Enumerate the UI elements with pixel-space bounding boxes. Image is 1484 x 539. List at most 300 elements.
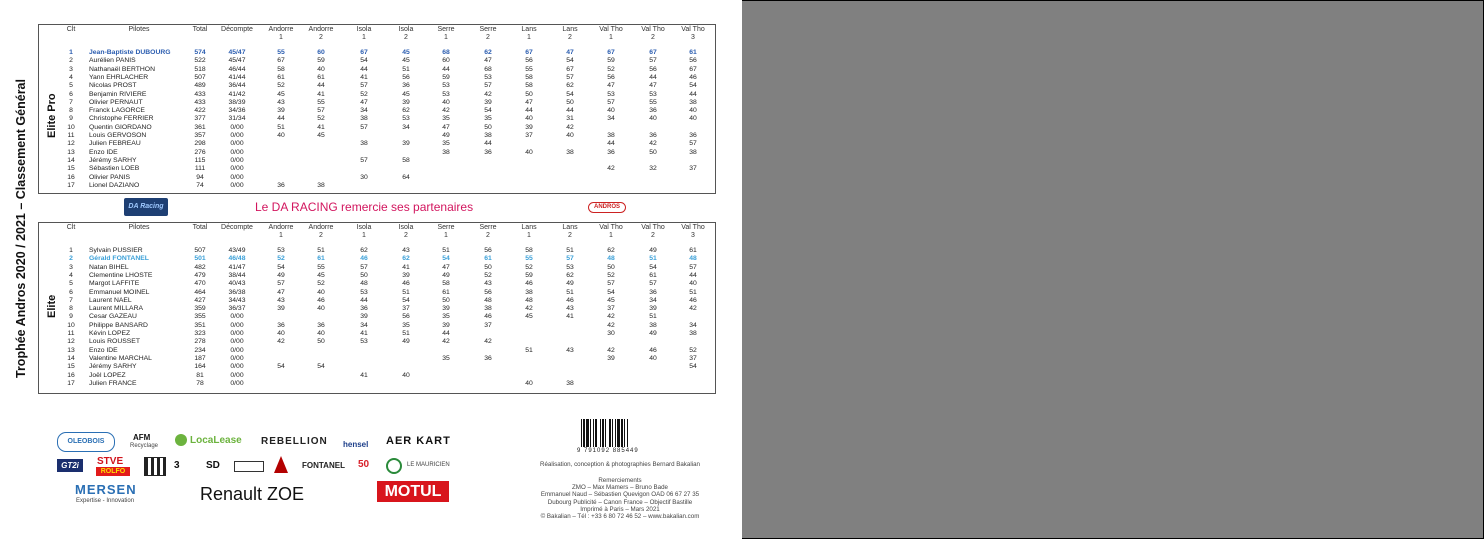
score-cell: 187 bbox=[194, 354, 206, 362]
score-cell: 51 bbox=[525, 346, 533, 354]
score-cell: 49 bbox=[402, 338, 410, 346]
score-cell: 40 bbox=[566, 132, 574, 139]
standings-row bbox=[39, 140, 715, 148]
score-cell: 276 bbox=[194, 148, 206, 156]
score-cell: 1 bbox=[69, 247, 73, 254]
standings-row bbox=[39, 380, 715, 388]
score-cell: 41 bbox=[360, 371, 368, 379]
score-cell: 42 bbox=[607, 321, 615, 329]
score-cell: 53 bbox=[442, 82, 450, 90]
score-cell: 53 bbox=[566, 263, 574, 271]
barcode-bar bbox=[586, 419, 589, 447]
acknowledgement-line: Dubourg Publicité – Canon France – Objectif Bastille bbox=[547, 498, 693, 506]
score-cell: 0/00 bbox=[230, 371, 244, 379]
score-cell: 0/00 bbox=[230, 346, 244, 354]
score-cell: 38 bbox=[360, 140, 368, 148]
score-cell: 60 bbox=[442, 57, 450, 65]
score-cell: 9 bbox=[69, 313, 73, 321]
score-cell: 50 bbox=[566, 98, 574, 106]
score-cell: 57 bbox=[317, 107, 325, 115]
driver-name: Valentine MARCHAL bbox=[89, 354, 152, 362]
score-cell: 13 bbox=[67, 148, 75, 156]
standings-row bbox=[39, 313, 715, 321]
score-cell: 56 bbox=[402, 73, 410, 81]
driver-name: Quentin GIORDANO bbox=[89, 123, 152, 131]
score-cell: 47 bbox=[525, 98, 533, 106]
score-cell: 58 bbox=[277, 65, 285, 73]
driver-name: Sylvain PUSSIER bbox=[89, 247, 143, 254]
score-cell: 56 bbox=[689, 57, 697, 65]
score-cell: 50 bbox=[607, 263, 615, 271]
score-cell: 54 bbox=[607, 288, 615, 296]
score-cell: 40/43 bbox=[228, 280, 246, 288]
score-cell: 53 bbox=[442, 90, 450, 98]
score-cell: 41 bbox=[402, 263, 410, 271]
gt2i-logo: GT2i bbox=[57, 459, 83, 472]
standings-row bbox=[39, 74, 715, 82]
score-cell: 3 bbox=[69, 65, 73, 73]
standings-row bbox=[39, 49, 715, 57]
driver-name: Enzo IDE bbox=[89, 148, 118, 156]
column-header: Andorre 2 bbox=[308, 26, 334, 41]
score-cell: 41/47 bbox=[228, 263, 246, 271]
standings-row bbox=[39, 264, 715, 272]
sd-logo: SD bbox=[206, 460, 220, 471]
score-cell: 43/49 bbox=[228, 247, 246, 254]
score-cell: 35 bbox=[442, 313, 450, 321]
driver-name: Olivier PANIS bbox=[89, 173, 131, 181]
score-cell: 46 bbox=[402, 280, 410, 288]
score-cell: 40 bbox=[277, 330, 285, 337]
score-cell: 55 bbox=[525, 255, 533, 263]
score-cell: 55 bbox=[649, 98, 657, 106]
score-cell: 52 bbox=[484, 271, 492, 279]
score-cell: 64 bbox=[402, 173, 410, 181]
score-cell: 56 bbox=[484, 288, 492, 296]
score-cell: 62 bbox=[484, 49, 492, 56]
score-cell: 10 bbox=[67, 321, 75, 329]
score-cell: 54 bbox=[277, 263, 285, 271]
score-cell: 14 bbox=[67, 354, 75, 362]
barcode-number: 9 791092 885449 bbox=[577, 448, 639, 454]
motul-logo: MOTUL bbox=[377, 481, 449, 502]
score-cell: 377 bbox=[194, 115, 206, 123]
score-cell: 54 bbox=[484, 107, 492, 115]
score-cell: 17 bbox=[67, 379, 75, 387]
column-header: Lans 2 bbox=[562, 224, 578, 239]
standings-row bbox=[39, 99, 715, 107]
score-cell: 38 bbox=[649, 321, 657, 329]
barcode-bar bbox=[590, 419, 591, 447]
score-cell: 16 bbox=[67, 371, 75, 379]
localease-icon bbox=[175, 434, 187, 446]
page-title: Trophée Andros 2020 / 2021 – Classement Général bbox=[14, 79, 28, 378]
score-cell: 46 bbox=[689, 73, 697, 81]
column-header: Val Tho 2 bbox=[641, 26, 665, 41]
score-cell: 39 bbox=[402, 140, 410, 148]
score-cell: 37 bbox=[525, 132, 533, 139]
score-cell: 51 bbox=[402, 65, 410, 73]
score-cell: 17 bbox=[67, 181, 75, 189]
score-cell: 46 bbox=[484, 313, 492, 321]
barcode-bar bbox=[621, 419, 623, 447]
score-cell: 36/37 bbox=[228, 305, 246, 313]
score-cell: 501 bbox=[194, 255, 206, 263]
acknowledgement-line: © Bakalian – Tél : +33 6 80 72 46 52 – www.bakalian.com bbox=[540, 513, 700, 521]
score-cell: 31/34 bbox=[228, 115, 246, 123]
score-cell: 36 bbox=[649, 132, 657, 139]
score-cell: 47 bbox=[607, 82, 615, 90]
score-cell: 0/00 bbox=[230, 330, 244, 337]
score-cell: 39 bbox=[484, 98, 492, 106]
driver-name: Nathanaël BERTHON bbox=[89, 65, 155, 73]
column-header: Val Tho 2 bbox=[641, 224, 665, 239]
aerokart-logo: AER KART bbox=[386, 435, 451, 447]
standings-row bbox=[39, 165, 715, 173]
score-cell: 39 bbox=[442, 321, 450, 329]
column-header: Pilotes bbox=[128, 26, 150, 33]
score-cell: 56 bbox=[649, 65, 657, 73]
score-cell: 57 bbox=[689, 140, 697, 148]
driver-name: Julien FRANCE bbox=[89, 379, 137, 387]
score-cell: 44 bbox=[689, 271, 697, 279]
score-cell: 57 bbox=[360, 82, 368, 90]
score-cell: 81 bbox=[196, 371, 204, 379]
score-cell: 50 bbox=[442, 296, 450, 304]
score-cell: 52 bbox=[525, 263, 533, 271]
score-cell: 31 bbox=[566, 115, 574, 123]
score-cell: 55 bbox=[525, 65, 533, 73]
score-cell: 0/00 bbox=[230, 354, 244, 362]
acknowledgement-line: Imprimé à Paris – Mars 2021 bbox=[580, 505, 660, 513]
column-header: Lans 2 bbox=[562, 26, 578, 41]
score-cell: 61 bbox=[442, 288, 450, 296]
standings-row bbox=[39, 289, 715, 297]
score-cell: 58 bbox=[402, 156, 410, 164]
score-cell: 53 bbox=[649, 90, 657, 98]
score-cell: 39 bbox=[402, 98, 410, 106]
score-cell: 41 bbox=[360, 73, 368, 81]
afm-logo: AFM bbox=[133, 433, 151, 442]
column-header: Val Tho 3 bbox=[681, 26, 705, 41]
score-cell: 59 bbox=[317, 57, 325, 65]
score-cell: 54 bbox=[689, 363, 697, 371]
score-cell: 574 bbox=[194, 49, 206, 56]
score-cell: 57 bbox=[360, 123, 368, 131]
score-cell: 489 bbox=[194, 82, 206, 90]
score-cell: 34 bbox=[402, 123, 410, 131]
barcode-bar bbox=[602, 419, 604, 447]
score-cell: 44 bbox=[277, 115, 285, 123]
barcode-bar bbox=[583, 419, 585, 447]
score-cell: 8 bbox=[69, 305, 73, 313]
score-cell: 49 bbox=[442, 271, 450, 279]
score-cell: 46 bbox=[317, 296, 325, 304]
column-header: Décompte bbox=[221, 26, 253, 33]
score-cell: 50 bbox=[317, 338, 325, 346]
score-cell: 52 bbox=[317, 115, 325, 123]
score-cell: 78 bbox=[196, 379, 204, 387]
renault-zoe-logo: Renault ZOE bbox=[200, 484, 305, 504]
score-cell: 52 bbox=[317, 280, 325, 288]
column-header: Serre 2 bbox=[479, 26, 497, 41]
column-header: Isola 1 bbox=[356, 224, 372, 239]
score-cell: 42 bbox=[607, 346, 615, 354]
score-cell: 57 bbox=[649, 280, 657, 288]
score-cell: 67 bbox=[566, 65, 574, 73]
score-cell: 59 bbox=[442, 73, 450, 81]
barcode-bar bbox=[624, 419, 625, 447]
score-cell: 34/43 bbox=[228, 296, 246, 304]
score-cell: 45 bbox=[607, 296, 615, 304]
score-cell: 56 bbox=[484, 247, 492, 254]
score-cell: 67 bbox=[689, 65, 697, 73]
score-cell: 43 bbox=[566, 346, 574, 354]
score-cell: 7 bbox=[69, 296, 73, 304]
score-cell: 54 bbox=[317, 363, 325, 371]
fontanel-logo: FONTANEL bbox=[302, 461, 345, 470]
score-cell: 49 bbox=[649, 330, 657, 337]
driver-name: Emmanuel MOINEL bbox=[89, 288, 150, 296]
score-cell: 51 bbox=[566, 247, 574, 254]
driver-name: Cesar GAZEAU bbox=[89, 313, 137, 321]
score-cell: 164 bbox=[194, 363, 206, 371]
standings-row bbox=[39, 338, 715, 346]
score-cell: 14 bbox=[67, 156, 75, 164]
driver-name: Joël LOPEZ bbox=[89, 371, 126, 379]
score-cell: 94 bbox=[196, 173, 204, 181]
score-cell: 52 bbox=[607, 271, 615, 279]
column-header: Isola 2 bbox=[398, 26, 414, 41]
score-cell: 2 bbox=[69, 57, 73, 65]
score-cell: 0/00 bbox=[230, 321, 244, 329]
score-cell: 45/47 bbox=[228, 57, 246, 65]
column-header: Total bbox=[192, 26, 208, 33]
score-cell: 36 bbox=[277, 321, 285, 329]
score-cell: 0/00 bbox=[230, 132, 244, 139]
driver-name: Laurent MILLARA bbox=[89, 305, 144, 313]
score-cell: 3 bbox=[69, 263, 73, 271]
score-cell: 38 bbox=[689, 98, 697, 106]
score-cell: 40 bbox=[525, 148, 533, 156]
score-cell: 15 bbox=[67, 363, 75, 371]
acknowledgement-line: ZMO – Max Mamers – Bruno Bade bbox=[572, 484, 668, 492]
column-header: Lans 1 bbox=[521, 224, 537, 239]
column-header: Val Tho 1 bbox=[599, 26, 623, 41]
score-cell: 298 bbox=[194, 140, 206, 148]
score-cell: 34 bbox=[360, 107, 368, 115]
score-cell: 45 bbox=[317, 132, 325, 139]
driver-name: Philippe BANSARD bbox=[89, 321, 148, 329]
score-cell: 234 bbox=[194, 346, 206, 354]
column-header: Serre 1 bbox=[437, 26, 455, 41]
score-cell: 361 bbox=[194, 123, 206, 131]
score-cell: 9 bbox=[69, 115, 73, 123]
score-cell: 0/00 bbox=[230, 313, 244, 321]
score-cell: 479 bbox=[194, 271, 206, 279]
score-cell: 46/44 bbox=[228, 65, 246, 73]
score-cell: 38 bbox=[484, 305, 492, 313]
score-cell: 74 bbox=[196, 181, 204, 189]
score-cell: 51 bbox=[402, 288, 410, 296]
score-cell: 41/42 bbox=[228, 90, 246, 98]
standings-row bbox=[39, 330, 715, 338]
driver-name: Olivier PERNAUT bbox=[89, 98, 143, 106]
score-cell: 38 bbox=[360, 115, 368, 123]
score-cell: 40 bbox=[442, 98, 450, 106]
driver-name: Gérald FONTANEL bbox=[89, 255, 149, 263]
standings-row bbox=[39, 347, 715, 355]
score-cell: 7 bbox=[69, 98, 73, 106]
score-cell: 52 bbox=[360, 90, 368, 98]
score-cell: 35 bbox=[442, 354, 450, 362]
standings-row bbox=[39, 247, 715, 255]
score-cell: 54 bbox=[442, 255, 450, 263]
standings-row bbox=[39, 280, 715, 288]
score-cell: 44 bbox=[689, 90, 697, 98]
score-cell: 57 bbox=[277, 280, 285, 288]
standings-row bbox=[39, 115, 715, 123]
score-cell: 59 bbox=[525, 271, 533, 279]
score-cell: 0/00 bbox=[230, 338, 244, 346]
standings-row bbox=[39, 174, 715, 182]
score-cell: 49 bbox=[649, 247, 657, 254]
score-cell: 44 bbox=[360, 296, 368, 304]
acknowledgement-line: Emmanuel Naud – Sébastien Quevigon OAD 06 67 27 35 bbox=[540, 491, 700, 499]
standings-row bbox=[39, 57, 715, 65]
barcode-bar bbox=[581, 419, 582, 447]
score-cell: 50 bbox=[360, 271, 368, 279]
score-cell: 62 bbox=[566, 82, 574, 90]
score-cell: 43 bbox=[566, 305, 574, 313]
standings-row bbox=[39, 297, 715, 305]
score-cell: 52 bbox=[607, 65, 615, 73]
score-cell: 30 bbox=[607, 330, 615, 337]
score-cell: 55 bbox=[277, 49, 285, 56]
driver-name: Natan BIHEL bbox=[89, 263, 129, 271]
score-cell: 53 bbox=[360, 338, 368, 346]
club3-logo: 3 bbox=[174, 460, 180, 471]
localease-logo: LocaLease bbox=[190, 435, 242, 446]
score-cell: 42 bbox=[607, 165, 615, 173]
score-cell: 60 bbox=[317, 49, 325, 56]
score-cell: 57 bbox=[360, 156, 368, 164]
score-cell: 34 bbox=[649, 296, 657, 304]
score-cell: 44 bbox=[566, 107, 574, 115]
stve-logo: STVE bbox=[97, 456, 124, 467]
score-cell: 58 bbox=[525, 247, 533, 254]
score-cell: 47 bbox=[566, 49, 574, 56]
driver-name: Margot LAFFITE bbox=[89, 280, 140, 288]
elite-pro-label: Elite Pro bbox=[46, 93, 58, 138]
score-cell: 44 bbox=[442, 330, 450, 337]
score-cell: 50 bbox=[484, 123, 492, 131]
score-cell: 35 bbox=[402, 321, 410, 329]
score-cell: 53 bbox=[277, 247, 285, 254]
barcode-bar bbox=[595, 419, 597, 447]
score-cell: 67 bbox=[277, 57, 285, 65]
score-cell: 43 bbox=[277, 296, 285, 304]
score-cell: 40 bbox=[607, 107, 615, 115]
score-cell: 58 bbox=[525, 73, 533, 81]
score-cell: 51 bbox=[317, 247, 325, 254]
score-cell: 278 bbox=[194, 338, 206, 346]
score-cell: 47 bbox=[484, 57, 492, 65]
score-cell: 57 bbox=[360, 263, 368, 271]
score-cell: 44 bbox=[649, 73, 657, 81]
score-cell: 36 bbox=[607, 148, 615, 156]
score-cell: 45 bbox=[402, 57, 410, 65]
score-cell: 39 bbox=[360, 313, 368, 321]
score-cell: 470 bbox=[194, 280, 206, 288]
score-cell: 45/47 bbox=[228, 49, 246, 56]
badge-logo bbox=[234, 461, 264, 472]
score-cell: 56 bbox=[525, 57, 533, 65]
score-cell: 0/00 bbox=[230, 181, 244, 189]
score-cell: 57 bbox=[607, 280, 615, 288]
score-cell: 55 bbox=[317, 263, 325, 271]
score-cell: 42 bbox=[689, 305, 697, 313]
score-cell: 351 bbox=[194, 321, 206, 329]
score-cell: 42 bbox=[484, 338, 492, 346]
driver-name: Sébastien LOEB bbox=[89, 165, 140, 173]
standings-row bbox=[39, 322, 715, 330]
score-cell: 42 bbox=[566, 123, 574, 131]
score-cell: 62 bbox=[402, 255, 410, 263]
score-cell: 52 bbox=[277, 255, 285, 263]
score-cell: 38 bbox=[689, 330, 697, 337]
score-cell: 38 bbox=[566, 379, 574, 387]
standings-row bbox=[39, 149, 715, 157]
score-cell: 49 bbox=[277, 271, 285, 279]
score-cell: 50 bbox=[484, 263, 492, 271]
score-cell: 49 bbox=[566, 280, 574, 288]
score-cell: 44 bbox=[607, 140, 615, 148]
score-cell: 40 bbox=[317, 288, 325, 296]
score-cell: 0/00 bbox=[230, 165, 244, 173]
score-cell: 427 bbox=[194, 296, 206, 304]
score-cell: 61 bbox=[317, 255, 325, 263]
column-header: Isola 1 bbox=[356, 26, 372, 41]
score-cell: 40 bbox=[317, 305, 325, 313]
score-cell: 507 bbox=[194, 73, 206, 81]
score-cell: 37 bbox=[607, 305, 615, 313]
score-cell: 36 bbox=[649, 288, 657, 296]
score-cell: 54 bbox=[689, 82, 697, 90]
score-cell: 54 bbox=[566, 90, 574, 98]
score-cell: 46 bbox=[525, 280, 533, 288]
barcode-bar bbox=[593, 419, 594, 447]
driver-name: Laurent NAEL bbox=[89, 296, 132, 304]
score-cell: 51 bbox=[402, 330, 410, 337]
score-cell: 39 bbox=[277, 305, 285, 313]
score-cell: 48 bbox=[607, 255, 615, 263]
triangle-logo-icon bbox=[274, 456, 288, 473]
barcode-bar bbox=[609, 419, 611, 447]
score-cell: 359 bbox=[194, 305, 206, 313]
driver-name: Louis ROUSSET bbox=[89, 338, 140, 346]
score-cell: 38 bbox=[317, 181, 325, 189]
standings-row bbox=[39, 91, 715, 99]
score-cell: 36 bbox=[402, 82, 410, 90]
driver-name: Lionel DAZIANO bbox=[89, 181, 140, 189]
score-cell: 51 bbox=[277, 123, 285, 131]
score-cell: 37 bbox=[402, 305, 410, 313]
score-cell: 40 bbox=[689, 107, 697, 115]
score-cell: 39 bbox=[649, 305, 657, 313]
le-mauricien-logo: LE MAURICIEN bbox=[407, 462, 450, 468]
score-cell: 32 bbox=[649, 165, 657, 173]
